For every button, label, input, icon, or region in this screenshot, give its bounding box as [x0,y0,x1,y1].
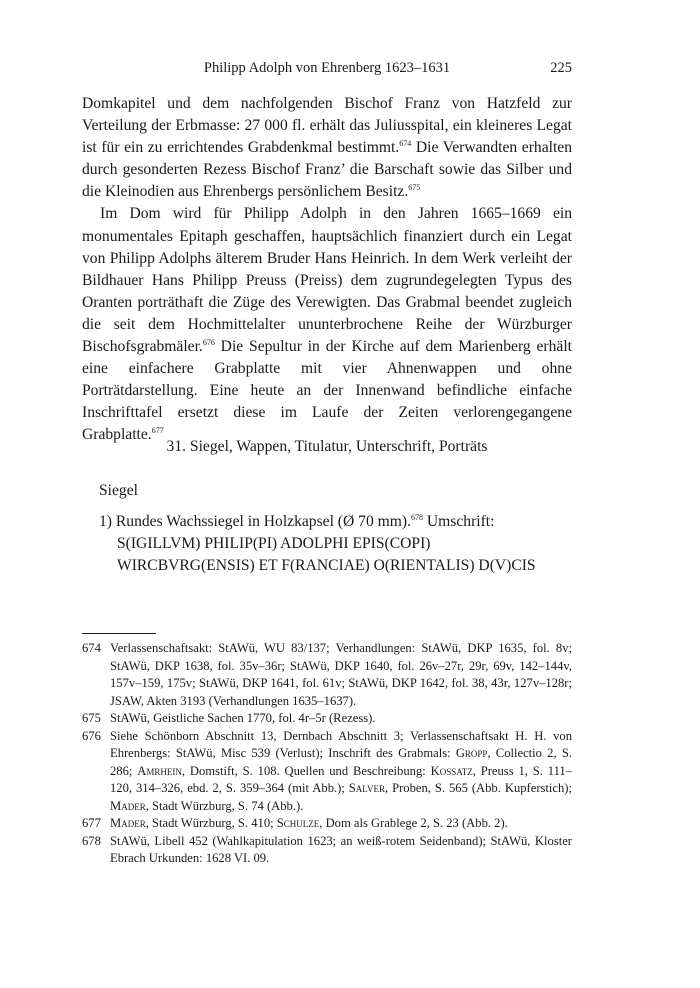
seal-inscription-line: S(IGILLVM) PHILIP(PI) ADOLPHI EPIS(COPI) [117,535,431,553]
running-title: Philipp Adolph von Ehrenberg 1623–1631 [203,60,451,76]
footnote-segment: , Dom als Grablege 2, S. 23 (Abb. 2). [319,816,508,830]
paragraph-1 [82,93,572,203]
author-name: Salver [348,781,385,795]
paragraph-text: Domkapitel und dem nachfolgenden Bischof Franz von Hatzfeld zur Verteilung der Erbmasse: 27 000 fl. erhält das Juliusspital, ein kleineres Legat ist für ein zu errichtendes Grabdenkmal bestimmt. [82,95,572,157]
author-name: Schulze [276,816,320,830]
author-name: Kossatz [430,763,473,778]
footnote-segment: , Proben, S. 565 (Abb. Kupferstich); [384,781,572,795]
footnote-ref[interactable]: 676 [202,338,215,348]
main-text [82,93,572,447]
paragraph-text: Die Sepultur in der Kirche auf dem Marienberg erhält eine einfachere Grabplatte mit vier Ahnenwappen und ohne Porträtdarstellung. Eine heute an der Innenwand befindliche einfache Inschrifttafel ersetzt diese im Laufe der Zeiten verlorengegangene Grabplatte. [82,338,572,444]
paragraph-text: Im Dom wird für Philipp Adolph in den Jahren 1665–1669 ein monumentales Epitaph geschaffen, hauptsächlich finanziert durch ein Legat von Philipp Adolphs älterem Bruder Hans Heinrich. In dem Werk verleiht der Bildhauer Hans Philipp Preuss (Preiss) dem zugrundegelegten Typus des Oranten porträthaft die Züge des Verewigten. Das Grabmal beendet zugleich die seit dem Hochmittelalter ununterbrochene Reihe der Würzburger Bischofsgrabmäler. [82,205,572,356]
seal-description [99,511,579,533]
footnote-676 [82,728,572,816]
footnote-number: 675 [82,711,101,725]
footnote-segment: , Stadt Würzburg, S. 410; [145,816,277,830]
author-name: Mader [110,816,146,830]
footnote-text: StAWü, Libell 452 (Wahlkapitulation 1623; an weiß-rotem Seidenband); StAWü, Kloster Ebrach Urkunden: 1628 VI. 09. [110,833,572,865]
section-heading: 31. Siegel, Wappen, Titulatur, Unterschrift, Porträts [166,438,488,455]
author-name: Gropp [455,746,488,760]
footnote-675 [82,710,572,728]
footnote-text: Verlassenschaftsakt: StAWü, WU 83/137; Verhandlungen: StAWü, DKP 1635, fol. 8v; StAWü, DKP 1638, fol. 35v–36r; StAWü, DKP 1640, fol. 26v–27r, 29r, 69v, 142–144v, 157v–159, 175v; StAWü, DKP 1641, fol. 61v; StAWü, DKP 1642, fol. 38, 43r, 127v–128r; JSAW, Akten 3193 (Verhandlungen 1635–1637). [110,641,572,708]
footnotes [82,640,572,868]
author-name: Amrhein [137,763,182,778]
footnote-ref[interactable]: 678 [411,513,424,522]
footnote-number: 678 [82,833,101,848]
footnote-text [110,728,572,816]
author-name: Mader [110,798,146,813]
footnote-segment: , Collectio 2, S. 286; [110,746,572,778]
footnote-ref[interactable]: 675 [408,183,421,193]
paragraph-text: Die Verwandten erhalten durch gesonderten Rezess Bischof Franz’ die Barschaft sowie das Silber und die Kleinodien aus Ehrenbergs persönlichem Besitz. [82,139,572,201]
footnote-677 [82,815,572,833]
footnote-segment: , Preuss 1, S. 111–120, 314–326, ebd. 2, S. 359–364 (mit Abb.); [110,763,572,795]
footnote-number: 677 [82,816,101,830]
seal-list-item [99,511,579,577]
footnote-ref[interactable]: 674 [399,139,412,149]
footnote-number: 674 [82,641,101,655]
page-number: 225 [550,60,572,76]
footnote-separator [82,633,156,634]
seal-text: 1) Rundes Wachssiegel in Holzkapsel (Ø 70 mm). [99,513,412,530]
footnote-segment: Siehe Schönborn Abschnitt 13, Dernbach Abschnitt 3; Verlassenschaftsakt H. H. von Ehrenbergs: StAWü, Misc 539 (Verlust); Inschrift des Grabmals: [110,728,572,760]
seal-text-after: Umschrift: [423,513,495,530]
paragraph-2 [82,203,572,446]
running-head [82,60,572,80]
subsection-heading: Siegel [99,482,138,499]
footnote-segment: , Domstift, S. 108. Quellen und Beschreibung: [181,763,431,778]
seal-inscription-line: WIRCBVRG(ENSIS) ET F(RANCIAE) O(RIENTALIS) D(V)CIS [117,557,536,575]
footnote-678 [82,833,572,868]
footnote-ref[interactable]: 677 [151,426,164,436]
footnote-segment: , Stadt Würzburg, S. 74 (Abb.). [145,798,304,813]
footnote-text: StAWü, Geistliche Sachen 1770, fol. 4r–5r (Rezess). [110,711,376,725]
footnote-number: 676 [82,728,101,743]
footnote-text [110,815,572,833]
footnote-674 [82,640,572,710]
